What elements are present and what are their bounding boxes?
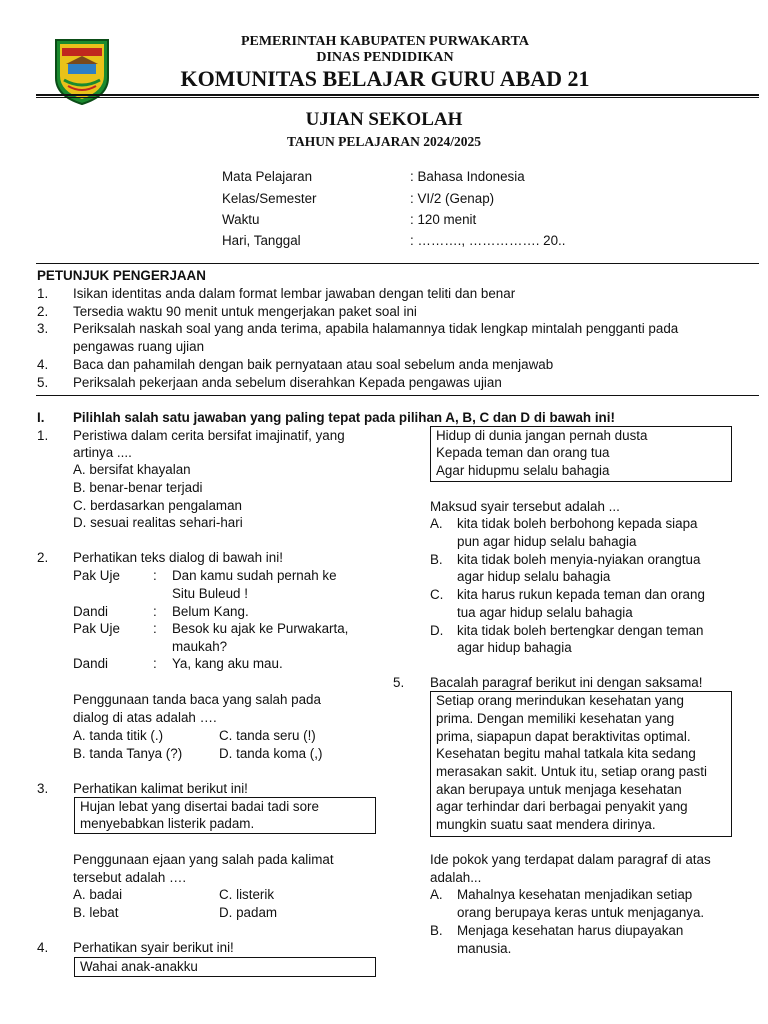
header-line-2: DINAS PENDIDIKAN bbox=[316, 50, 454, 65]
option-a: Mahalnya kesehatan menjadikan setiap bbox=[457, 887, 693, 902]
dialog-line: Belum Kang. bbox=[172, 604, 249, 619]
option-b-cont: agar hidup selalu bahagia bbox=[457, 569, 611, 584]
option-a-cont: orang berupaya keras untuk menjaganya. bbox=[457, 905, 705, 920]
list-number: 1. bbox=[37, 286, 49, 301]
dialog-speaker: Dandi bbox=[73, 604, 108, 619]
info-label: Mata Pelajaran bbox=[222, 169, 313, 184]
option-b: B. tanda Tanya (?) bbox=[73, 746, 183, 761]
section-title: Pilihlah salah satu jawaban yang paling tepat pada pilihan A, B, C dan D di bawah ini! bbox=[73, 410, 615, 425]
dialog-colon: : bbox=[153, 656, 157, 671]
option-c: C. listerik bbox=[219, 887, 275, 902]
instruction-item: Isikan identitas anda dalam format lembar jawaban dengan teliti dan benar bbox=[73, 286, 516, 301]
question-text: artinya .... bbox=[73, 445, 132, 460]
option-d: D. padam bbox=[219, 905, 278, 920]
list-number: 4. bbox=[37, 357, 49, 372]
exam-year: TAHUN PELAJARAN 2024/2025 bbox=[286, 134, 481, 149]
option-c: C. berdasarkan pengalaman bbox=[73, 498, 242, 513]
option-b: B. benar-benar terjadi bbox=[73, 480, 203, 495]
question-text: Peristiwa dalam cerita bersifat imajinatif, yang bbox=[73, 428, 345, 443]
instruction-item: Periksalah naskah soal yang anda terima, apabila halamannya tidak lengkap mintalah pengganti pada bbox=[73, 321, 679, 336]
section-number: I. bbox=[37, 410, 45, 425]
paragraph-line: prima. Dengan memiliki kesehatan yang bbox=[436, 711, 675, 726]
question-number: 5. bbox=[393, 675, 405, 690]
question-text: Penggunaan tanda baca yang salah pada bbox=[73, 692, 321, 707]
option-letter: C. bbox=[430, 587, 444, 602]
question-number: 3. bbox=[37, 781, 49, 796]
question-text: Perhatikan syair berikut ini! bbox=[73, 940, 234, 955]
question-text: tersebut adalah …. bbox=[73, 870, 187, 885]
option-a: A. tanda titik (.) bbox=[73, 728, 164, 743]
paragraph-line: agar terhindar dari berbagai penyakit yang bbox=[436, 799, 688, 814]
option-a-cont: pun agar hidup selalu bahagia bbox=[457, 534, 637, 549]
info-value: : VI/2 (Genap) bbox=[410, 191, 495, 206]
dialog-line: Dan kamu sudah pernah ke bbox=[172, 568, 337, 583]
dialog-speaker: Pak Uje bbox=[73, 621, 120, 636]
question-text: Perhatikan teks dialog di bawah ini! bbox=[73, 550, 283, 565]
paragraph-line: prima, siapapun dapat beraktivitas optimal. bbox=[436, 729, 691, 744]
info-value: : 120 menit bbox=[410, 212, 477, 227]
paragraph-line: Kesehatan begitu mahal tatkala kita sedang bbox=[436, 746, 696, 761]
instruction-item: Periksalah pekerjaan anda sebelum diserahkan Kepada pengawas ujian bbox=[73, 375, 502, 390]
divider bbox=[36, 263, 759, 264]
header-line-3: KOMUNITAS BELAJAR GURU ABAD 21 bbox=[180, 66, 590, 91]
dialog-colon: : bbox=[153, 604, 157, 619]
dialog-colon: : bbox=[153, 568, 157, 583]
info-label: Hari, Tanggal bbox=[222, 233, 301, 248]
question-text: Penggunaan ejaan yang salah pada kalimat bbox=[73, 852, 334, 867]
divider bbox=[36, 395, 759, 396]
option-letter: A. bbox=[430, 516, 443, 531]
option-b: B. lebat bbox=[73, 905, 119, 920]
box-text: Hujan lebat yang disertai badai tadi sore bbox=[80, 799, 319, 814]
list-number: 2. bbox=[37, 304, 49, 319]
paragraph-line: merasakan sakit. Untuk itu, setiap orang pasti bbox=[436, 764, 707, 779]
question-text: Bacalah paragraf berikut ini dengan saksama! bbox=[430, 675, 703, 690]
dialog-colon: : bbox=[153, 621, 157, 636]
header-rule bbox=[36, 94, 759, 96]
dialog-line: Situ Buleud ! bbox=[172, 586, 248, 601]
option-b-cont: manusia. bbox=[457, 941, 512, 956]
poem-line: Wahai anak-anakku bbox=[80, 959, 198, 974]
box-text: menyebabkan listerik padam. bbox=[80, 816, 255, 831]
question-number: 2. bbox=[37, 550, 49, 565]
dialog-line: maukah? bbox=[172, 639, 228, 654]
dialog-line: Besok ku ajak ke Purwakarta, bbox=[172, 621, 349, 636]
poem-line: Hidup di dunia jangan pernah dusta bbox=[436, 428, 648, 443]
question-text: Maksud syair tersebut adalah ... bbox=[430, 499, 620, 514]
question-text: Ide pokok yang terdapat dalam paragraf di atas bbox=[430, 852, 711, 867]
paragraph-line: akan berupaya untuk menjaga kesehatan bbox=[436, 782, 682, 797]
option-d: D. tanda koma (,) bbox=[219, 746, 323, 761]
instruction-item: Baca dan pahamilah dengan baik pernyataan atau soal sebelum anda menjawab bbox=[73, 357, 554, 372]
dialog-speaker: Pak Uje bbox=[73, 568, 120, 583]
question-text: Perhatikan kalimat berikut ini! bbox=[73, 781, 248, 796]
list-number: 5. bbox=[37, 375, 49, 390]
option-d: kita tidak boleh bertengkar dengan teman bbox=[457, 623, 704, 638]
option-c: kita harus rukun kepada teman dan orang bbox=[457, 587, 705, 602]
info-value: : Bahasa Indonesia bbox=[410, 169, 525, 184]
info-value: : ………., ……………. 20.. bbox=[410, 233, 566, 248]
header-rule-thin bbox=[36, 97, 759, 98]
option-letter: A. bbox=[430, 887, 443, 902]
option-b: kita tidak boleh menyia-nyiakan orangtua bbox=[457, 552, 701, 567]
option-a: A. bersifat khayalan bbox=[73, 462, 191, 477]
paragraph-line: Setiap orang merindukan kesehatan yang bbox=[436, 693, 684, 708]
question-text: adalah... bbox=[430, 870, 482, 885]
option-letter: B. bbox=[430, 552, 443, 567]
option-b: Menjaga kesehatan harus diupayakan bbox=[457, 923, 684, 938]
info-label: Waktu bbox=[222, 212, 260, 227]
option-d: D. sesuai realitas sehari-hari bbox=[73, 515, 243, 530]
option-a: kita tidak boleh berbohong kepada siapa bbox=[457, 516, 698, 531]
option-letter: B. bbox=[430, 923, 443, 938]
option-a: A. badai bbox=[73, 887, 123, 902]
poem-line: Agar hidupmu selalu bahagia bbox=[436, 463, 610, 478]
option-d-cont: agar hidup bahagia bbox=[457, 640, 572, 655]
option-c: C. tanda seru (!) bbox=[219, 728, 316, 743]
dialog-speaker: Dandi bbox=[73, 656, 108, 671]
option-c-cont: tua agar hidup selalu bahagia bbox=[457, 605, 633, 620]
paragraph-line: mungkin suatu saat mendera dirinya. bbox=[436, 817, 656, 832]
info-label: Kelas/Semester bbox=[222, 191, 317, 206]
header-line-1: PEMERINTAH KABUPATEN PURWAKARTA bbox=[240, 34, 530, 49]
question-text: dialog di atas adalah …. bbox=[73, 710, 217, 725]
instruction-item-cont: pengawas ruang ujian bbox=[73, 339, 205, 354]
instructions-title: PETUNJUK PENGERJAAN bbox=[37, 268, 206, 283]
dialog-line: Ya, kang aku mau. bbox=[172, 656, 283, 671]
question-number: 4. bbox=[37, 940, 49, 955]
exam-title: UJIAN SEKOLAH bbox=[305, 109, 463, 130]
poem-line: Kepada teman dan orang tua bbox=[436, 445, 610, 460]
instruction-item: Tersedia waktu 90 menit untuk mengerjakan paket soal ini bbox=[73, 304, 417, 319]
question-number: 1. bbox=[37, 428, 49, 443]
option-letter: D. bbox=[430, 623, 444, 638]
list-number: 3. bbox=[37, 321, 49, 336]
